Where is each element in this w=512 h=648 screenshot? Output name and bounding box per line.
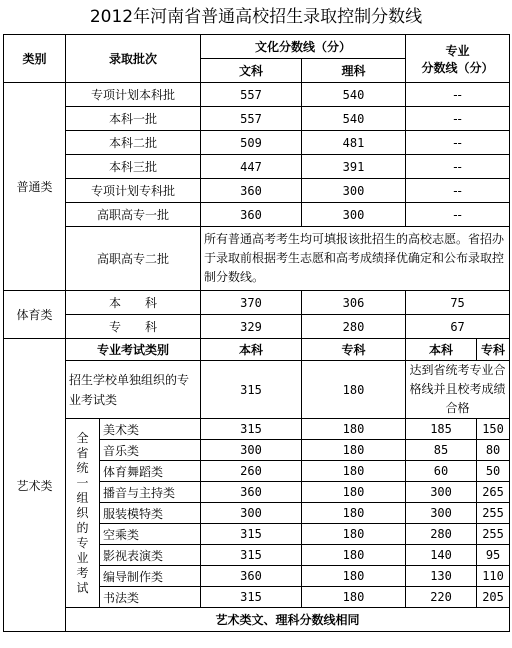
art-school-exam-note: 达到省统考专业合格线并且校考成绩合格	[406, 361, 510, 419]
art-undergrad: 260	[201, 461, 302, 482]
art-type: 空乘类	[100, 524, 201, 545]
sports-liberal: 329	[201, 315, 302, 339]
general-category: 普通类	[4, 83, 66, 291]
header-category: 类别	[4, 35, 66, 83]
general-batch: 本科二批	[66, 131, 201, 155]
art-unified-char: 业	[76, 550, 89, 565]
art-unified-char: 省	[76, 445, 89, 460]
art-junior: 180	[302, 419, 406, 440]
general-science: 300	[302, 203, 406, 227]
art-header-undergrad: 本科	[201, 339, 302, 361]
art-major-junior: 150	[477, 419, 510, 440]
art-type: 服装模特类	[100, 503, 201, 524]
art-header-major-junior: 专科	[477, 339, 510, 361]
general-science: 540	[302, 83, 406, 107]
art-header-exam-type: 专业考试类别	[66, 339, 201, 361]
art-type: 体育舞蹈类	[100, 461, 201, 482]
art-junior: 180	[302, 524, 406, 545]
art-undergrad: 360	[201, 566, 302, 587]
art-undergrad: 315	[201, 587, 302, 608]
art-type: 影视表演类	[100, 545, 201, 566]
general-liberal: 509	[201, 131, 302, 155]
sports-major: 75	[406, 291, 510, 315]
art-type: 编导制作类	[100, 566, 201, 587]
art-junior: 180	[302, 461, 406, 482]
header-major	[406, 35, 510, 83]
art-major-undergrad: 300	[406, 503, 477, 524]
art-major-junior: 205	[477, 587, 510, 608]
header-major-line1: 专业	[445, 43, 470, 58]
general-science: 300	[302, 179, 406, 203]
art-junior: 180	[302, 566, 406, 587]
general-batch: 本科一批	[66, 107, 201, 131]
art-footer: 艺术类文、理科分数线相同	[66, 608, 510, 632]
art-type: 美术类	[100, 419, 201, 440]
sports-major: 67	[406, 315, 510, 339]
art-unified-char: 全	[76, 430, 89, 445]
art-undergrad: 315	[201, 545, 302, 566]
general-major: --	[406, 131, 510, 155]
art-type: 播音与主持类	[100, 482, 201, 503]
art-school-exam-label: 招生学校单独组织的专业考试类	[66, 361, 201, 419]
general-batch-last: 高职高专二批	[66, 227, 201, 291]
sports-batch: 专 科	[66, 315, 201, 339]
general-major: --	[406, 203, 510, 227]
art-type: 音乐类	[100, 440, 201, 461]
general-liberal: 557	[201, 83, 302, 107]
general-batch: 本科三批	[66, 155, 201, 179]
general-major: --	[406, 155, 510, 179]
sports-liberal: 370	[201, 291, 302, 315]
art-major-junior: 265	[477, 482, 510, 503]
art-junior: 180	[302, 440, 406, 461]
art-header-junior: 专科	[302, 339, 406, 361]
header-major-line2: 分数线（分）	[421, 60, 494, 75]
art-major-undergrad: 280	[406, 524, 477, 545]
general-batch: 专项计划专科批	[66, 179, 201, 203]
art-major-junior: 80	[477, 440, 510, 461]
art-major-junior: 255	[477, 503, 510, 524]
art-undergrad: 360	[201, 482, 302, 503]
art-unified-char: 试	[76, 580, 89, 595]
general-science: 391	[302, 155, 406, 179]
art-major-undergrad: 220	[406, 587, 477, 608]
art-junior: 180	[302, 482, 406, 503]
art-undergrad: 300	[201, 503, 302, 524]
art-undergrad: 315	[201, 524, 302, 545]
general-major: --	[406, 107, 510, 131]
art-major-undergrad: 185	[406, 419, 477, 440]
header-liberal: 文科	[201, 59, 302, 83]
general-batch: 高职高专一批	[66, 203, 201, 227]
general-liberal: 360	[201, 179, 302, 203]
score-table	[3, 34, 510, 632]
general-note: 所有普通高考考生均可填报该批招生的高校志愿。省招办于录取前根据考生志愿和高考成绩择优确定和公布录取控制分数线。	[201, 227, 510, 291]
art-junior: 180	[302, 587, 406, 608]
art-major-undergrad: 60	[406, 461, 477, 482]
art-unified-label	[66, 419, 100, 608]
art-junior: 180	[302, 503, 406, 524]
sports-category: 体育类	[4, 291, 66, 339]
art-unified-char: 组	[76, 490, 89, 505]
art-unified-char: 专	[76, 535, 89, 550]
general-liberal: 557	[201, 107, 302, 131]
art-school-exam-undergrad: 315	[201, 361, 302, 419]
general-liberal: 360	[201, 203, 302, 227]
art-major-undergrad: 85	[406, 440, 477, 461]
art-unified-char: 的	[76, 520, 89, 535]
art-category: 艺术类	[4, 339, 66, 632]
art-school-exam-junior: 180	[302, 361, 406, 419]
sports-science: 280	[302, 315, 406, 339]
art-major-undergrad: 140	[406, 545, 477, 566]
page-title: 2012年河南省普通高校招生录取控制分数线	[89, 7, 423, 27]
sports-batch: 本 科	[66, 291, 201, 315]
header-culture: 文化分数线（分）	[201, 35, 406, 59]
art-unified-char: 统	[76, 460, 89, 475]
general-science: 540	[302, 107, 406, 131]
art-major-undergrad: 130	[406, 566, 477, 587]
header-batch: 录取批次	[66, 35, 201, 83]
general-science: 481	[302, 131, 406, 155]
art-undergrad: 315	[201, 419, 302, 440]
general-major: --	[406, 83, 510, 107]
art-unified-char: 考	[76, 565, 89, 580]
art-undergrad: 300	[201, 440, 302, 461]
art-type: 书法类	[100, 587, 201, 608]
sports-science: 306	[302, 291, 406, 315]
art-unified-char: 织	[76, 505, 89, 520]
art-junior: 180	[302, 545, 406, 566]
art-major-junior: 255	[477, 524, 510, 545]
general-batch: 专项计划本科批	[66, 83, 201, 107]
general-major: --	[406, 179, 510, 203]
general-liberal: 447	[201, 155, 302, 179]
art-major-undergrad: 300	[406, 482, 477, 503]
art-major-junior: 110	[477, 566, 510, 587]
art-unified-char: 一	[76, 475, 89, 490]
header-science: 理科	[302, 59, 406, 83]
art-major-junior: 95	[477, 545, 510, 566]
art-header-major-undergrad: 本科	[406, 339, 477, 361]
art-major-junior: 50	[477, 461, 510, 482]
